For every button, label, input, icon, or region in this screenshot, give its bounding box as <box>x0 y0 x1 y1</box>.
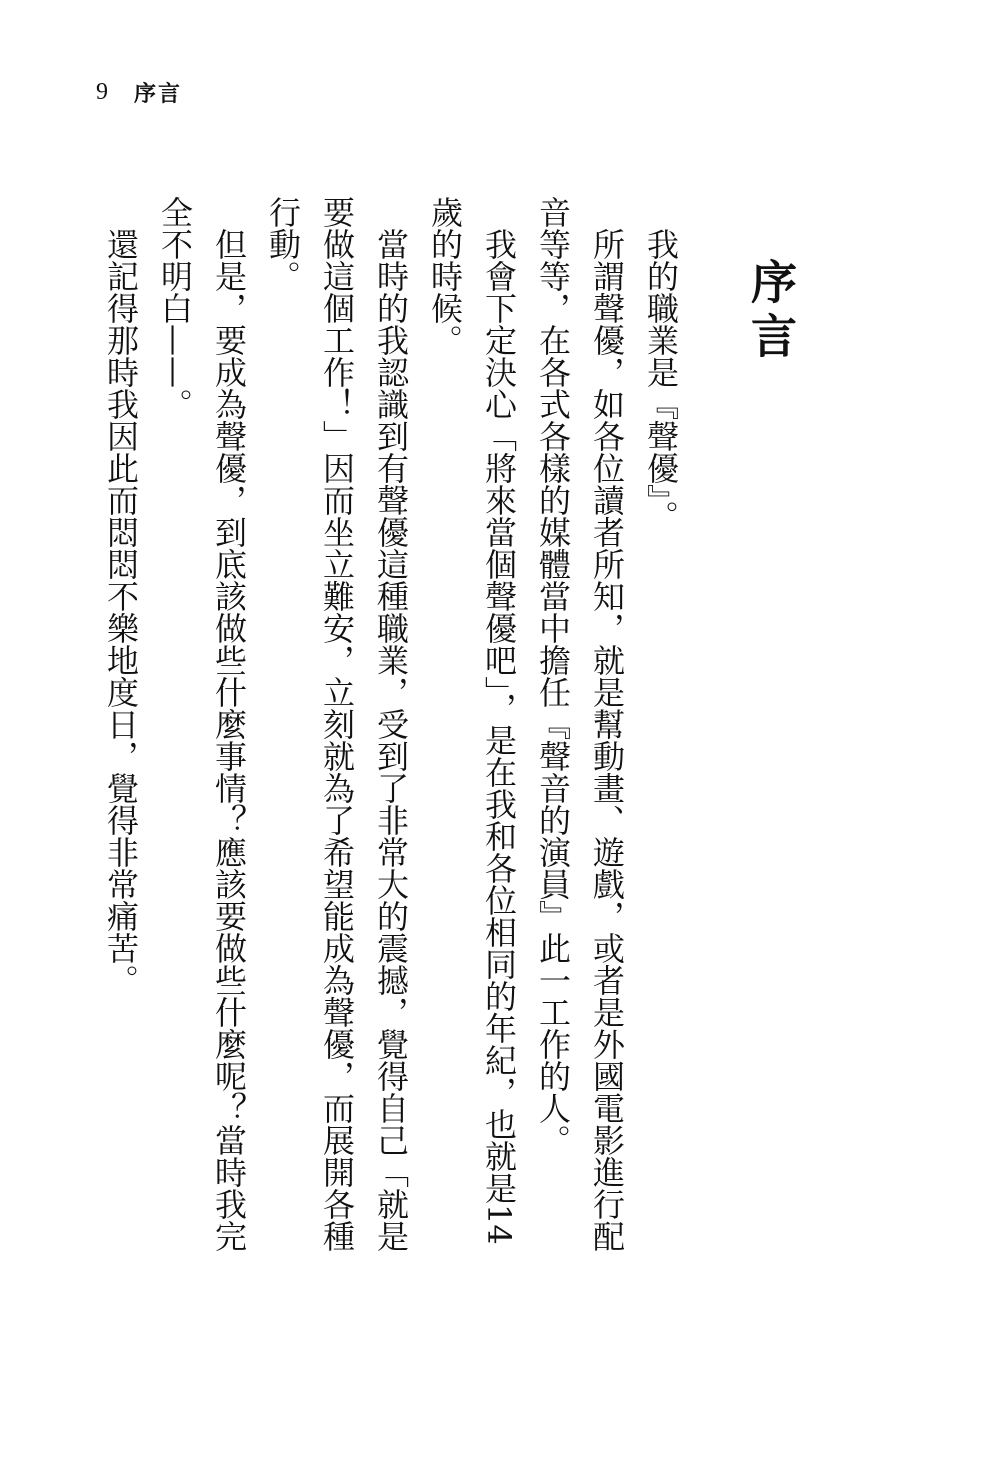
paragraph-4: 當時的我認識到有聲優這種職業，受到了非常大的震撼，覺得自己「就是要做這個工作！」因而坐立難安，立刻就為了希望能成為聲優，而展開各種行動。 <box>264 196 410 1252</box>
paragraph-5: 但是，要成為聲優，到底該做些什麼事情？應該要做些什麼呢？當時我完全不明白——。 <box>156 196 248 1252</box>
paragraph-6: 還記得那時我因此而悶悶不樂地度日，覺得非常痛苦。 <box>102 228 140 996</box>
paragraph-1: 我的職業是『聲優』。 <box>642 228 680 532</box>
paragraph-3: 我會下定決心「將來當個聲優吧」，是在我和各位相同的年紀，也就是14歲的時候。 <box>426 196 518 1245</box>
page-number: 9 <box>96 78 108 105</box>
running-title: 序言 <box>134 81 183 107</box>
vertical-text-body <box>94 196 800 1276</box>
chapter-title: 序言 <box>744 258 798 366</box>
paragraph-2: 所謂聲優，如各位讀者所知，就是幫動畫、遊戲，或者是外國電影進行配音等等，在各式各樣的媒體當中擔任『聲音的演員』此一工作的人。 <box>534 196 626 1252</box>
running-header <box>96 76 182 108</box>
